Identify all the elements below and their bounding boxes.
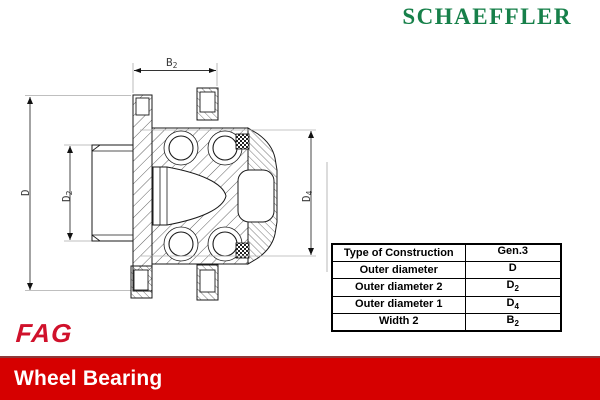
- spec-value: D: [465, 262, 561, 279]
- dim-label-d4: D4: [300, 190, 314, 202]
- dim-label-d2: D2: [60, 190, 74, 202]
- schaeffler-logo: SCHAEFFLER: [402, 4, 572, 29]
- spec-value: $D_2$: [465, 279, 561, 296]
- table-row: [332, 262, 561, 279]
- dim-label-d: D: [19, 189, 32, 196]
- table-row: [332, 296, 561, 313]
- spec-value: Gen.3: [465, 244, 561, 262]
- spec-value: $D_4$: [465, 296, 561, 313]
- table-row: [332, 313, 561, 331]
- table-row: [332, 279, 561, 296]
- wheel-flange: [133, 95, 152, 291]
- stud-top: [136, 98, 149, 115]
- fag-logo: FAG: [14, 318, 74, 348]
- spec-label: Outer diameter 2: [332, 279, 465, 296]
- table-row: [332, 244, 561, 262]
- spec-label: Outer diameter 1: [332, 296, 465, 313]
- cv-joint-cavity: [238, 170, 274, 222]
- footer-bar: [0, 356, 600, 400]
- spec-table: [331, 243, 562, 332]
- pilot-collar: [92, 145, 133, 241]
- spec-value: $B_2$: [465, 313, 561, 331]
- spec-label: Outer diameter: [332, 262, 465, 279]
- dim-label-b2: B2: [166, 56, 178, 70]
- stud-bottom: [134, 270, 148, 290]
- spec-label: Type of Construction: [332, 244, 465, 262]
- spec-label: Width 2: [332, 313, 465, 331]
- page-title: Wheel Bearing: [14, 367, 163, 390]
